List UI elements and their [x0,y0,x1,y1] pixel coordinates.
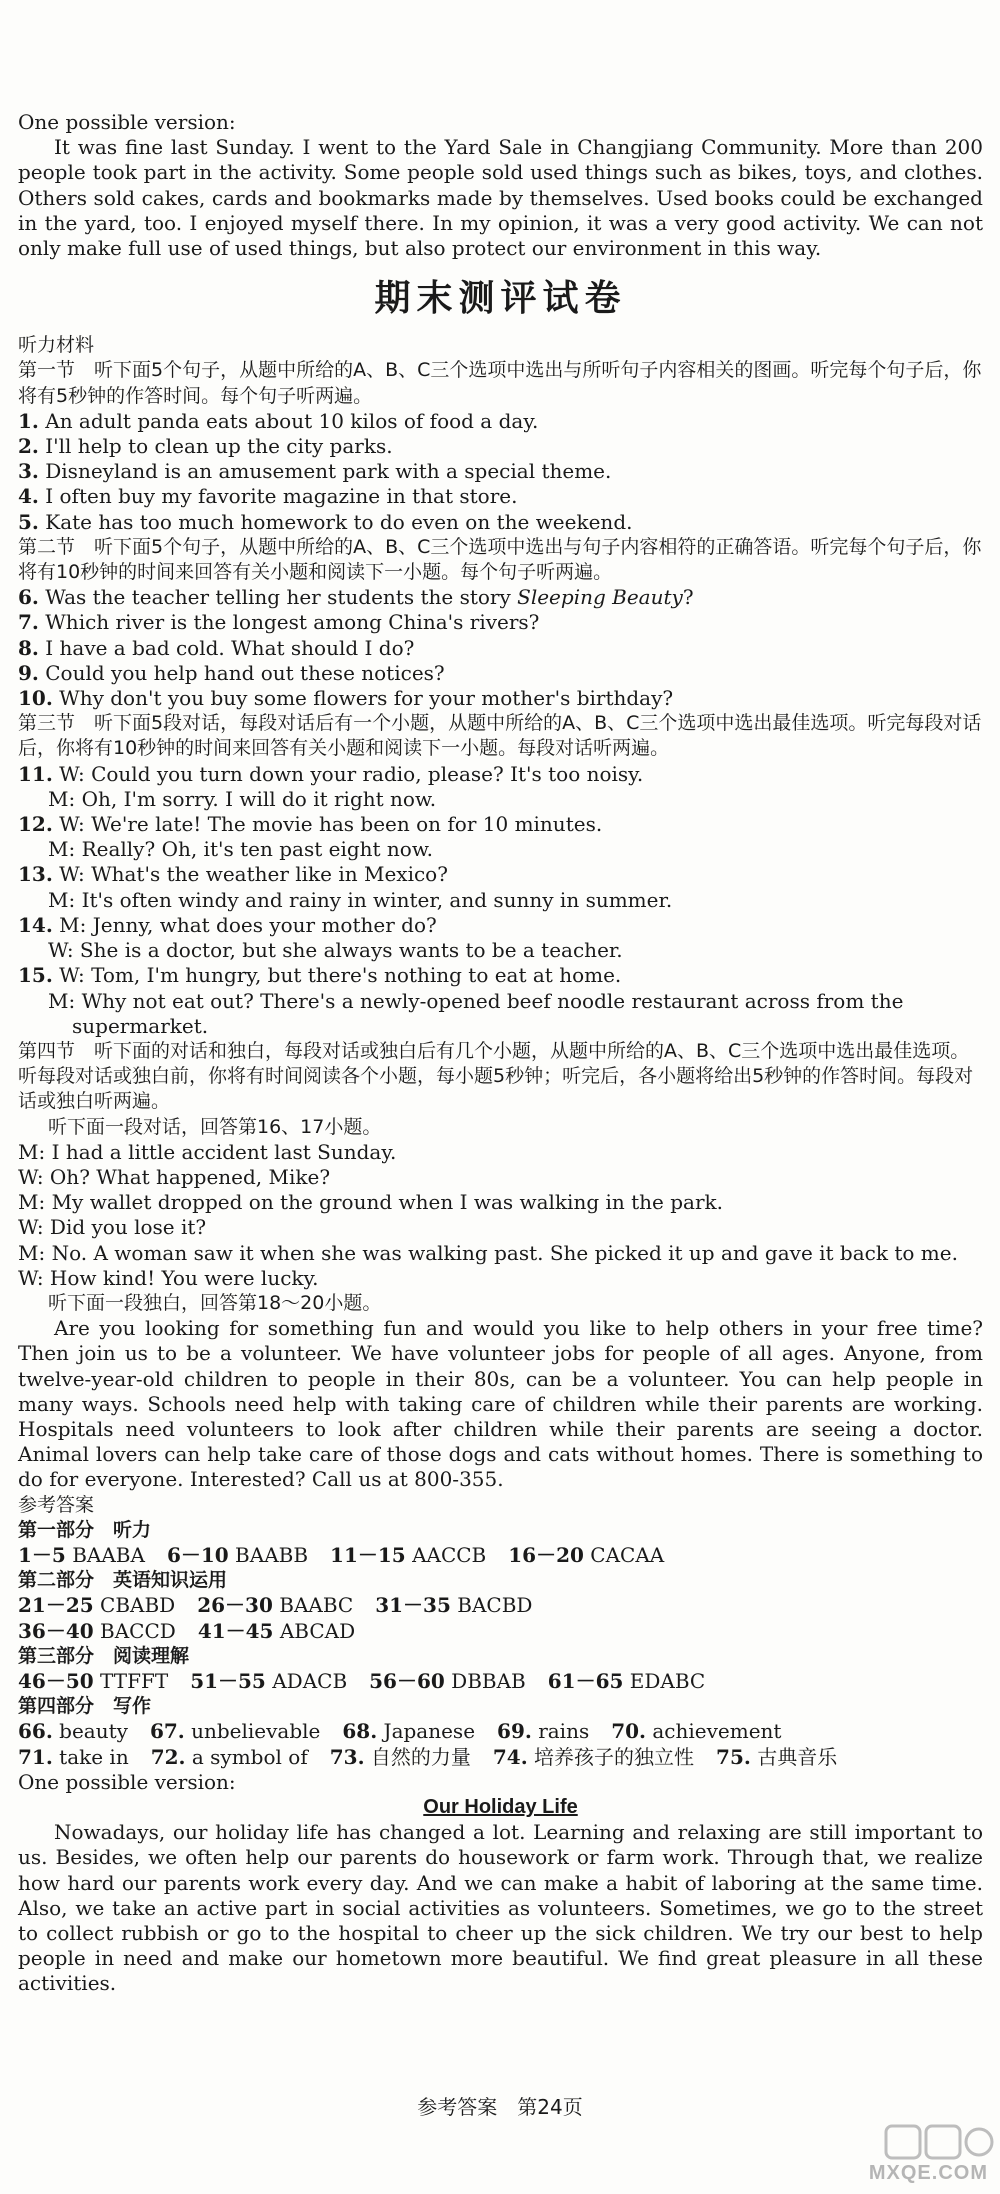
item-number: 5. [18,509,39,534]
answer-range: 74. [492,1744,528,1769]
answer-value: rains [538,1719,590,1744]
answer-range: 1－5 [18,1542,66,1567]
answers-part1-title: 第一部分 听力 [18,1518,152,1541]
listening-label: 听力材料 [18,334,95,357]
answer-value: a symbol of [191,1744,308,1769]
answer-value: ADACB [272,1668,348,1693]
top-essay-label: One possible version: [18,110,236,134]
item-text: Could you help hand out these notices? [45,660,445,685]
section2-items [18,610,983,711]
item-text: I often buy my favorite magazine in that store. [45,484,518,509]
answer-value: DBBAB [451,1668,526,1693]
answers-part2-row2 [18,1619,983,1644]
answer-range: 56－60 [369,1668,445,1693]
answer-range: 51－55 [190,1668,266,1693]
section2-item [18,636,983,661]
answer-value: BACBD [457,1593,533,1618]
monologue-intro: 听下面一段独白，回答第18～20小题。 [48,1291,382,1314]
section4-dialog-line: M: I had a little accident last Sunday. [18,1139,397,1164]
answers-part4-title: 第四部分 写作 [18,1695,152,1718]
section1-item [18,459,983,484]
answer-range: 67. [149,1719,185,1744]
answer-value: CBABD [100,1593,176,1618]
answer-value: 培养孩子的独立性 [534,1744,695,1769]
answers-part3-title: 第三部分 阅读理解 [18,1644,190,1667]
answer-value: BAABC [279,1593,354,1618]
item-text: An adult panda eats about 10 kilos of food a day. [45,408,539,433]
section1-item [18,434,983,459]
answer-range: 75. [716,1744,751,1769]
item-text: I'll help to clean up the city parks. [45,434,393,459]
answer-range: 31－35 [375,1593,451,1618]
section2-item [18,661,983,686]
item-number: 1. [18,408,39,433]
item-text: Kate has too much homework to do even on the weekend. [45,509,633,534]
section4-dialog-line: W: Did you lose it? [18,1215,207,1240]
bottom-essay-title: Our Holiday Life [423,1796,578,1818]
answers-part1-row [18,1543,983,1568]
answer-range: 36－40 [18,1618,94,1643]
answer-value: 古典音乐 [757,1744,838,1769]
answer-value: CACAA [590,1542,665,1567]
section3-dialog-line [18,963,983,988]
section3-dialog-reply: M: Why not eat out? There's a newly-opened beef noodle restaurant across from the supermarket. [48,988,904,1038]
monologue-text: Are you looking for something fun and would you like to help others in your free time? Then join us to be a volunteer. We have volunteer jobs for people of all ages. Anyone, from twelve-year-old children to people in their 80s, can be a volunteer. You can help people in many ways. Schools need help with taking care of children while their parents are working. Hospitals need volunteers to look after children while their parents are seeing a doctor. Animal lovers can help take care of those dogs and cats without homes. There is something to do for everyone. Interested? Call us at 800-355. [18,1316,983,1492]
section4-dialog-line: W: Oh? What happened, Mike? [18,1164,331,1189]
item-text: Disneyland is an amusement park with a special theme. [45,459,612,484]
dialog-text: W: Tom, I'm hungry, but there's nothing to eat at home. [59,963,622,988]
bottom-essay-label: One possible version: [18,1769,236,1794]
answer-range: 66. [18,1719,53,1744]
answer-range: 26－30 [197,1593,273,1618]
watermark-text: MXQE.COM [868,2161,988,2184]
answers-part4-row1 [18,1719,983,1744]
item-text: Why don't you buy some flowers for your mother's birthday? [59,686,674,711]
answers-part2-title: 第二部分 英语知识运用 [18,1569,228,1592]
section1-item [18,409,983,434]
item-number: 11. [18,761,53,786]
item-number: 13. [18,862,53,887]
section3-dialog-line [18,913,983,938]
answer-range: 70. [611,1719,647,1744]
answer-value: Japanese [383,1719,476,1744]
top-essay-text: It was fine last Sunday. I went to the Yard Sale in Changjiang Community. More than 200 people took part in the activity. Some people sold used things such as bikes, toys, and clothes. Others sold cakes, cards and bookmarks made by themselves. Used books could be exchanged in the yard, too. I enjoyed myself there. In my opinion, it was a very good activity. We can not only make full use of used things, but also protect our environment in this way. [18,135,983,261]
section3-dialog-reply: M: It's often windy and rainy in winter, and sunny in summer. [48,887,673,912]
answer-range: 61－65 [547,1668,624,1693]
item-number: 10. [18,686,53,711]
exam-title: 期末测评试卷 [374,278,627,320]
dialog-text: W: What's the weather like in Mexico? [59,862,448,887]
section3-dialogs [18,762,983,1039]
answer-value: AACCB [412,1542,487,1567]
answer-value: take in [59,1744,129,1769]
answer-range: 16－20 [508,1542,584,1567]
section3-dialog-line [18,862,983,887]
item-number: 12. [18,812,53,837]
answers-part3-row [18,1669,983,1694]
section2-item [18,686,983,711]
section4-instruction: 第四节 听下面的对话和独白，每段对话或独白后有几个小题，从题中所给的A、B、C三个选项中选出最佳选项。听每段对话或独白前，你将有时间阅读各个小题，每小题5秒钟；听完后，各小题将给出5秒钟的作答时间。每段对话或独白听两遍。 [18,1039,974,1113]
answers-label: 参考答案 [18,1493,95,1516]
item-number: 9. [18,660,39,685]
item-number: 4. [18,484,39,509]
answer-range: 11－15 [330,1542,406,1567]
section3-dialog-line [18,812,983,837]
answer-value: beauty [59,1719,128,1744]
answer-value: 自然的力量 [370,1744,471,1769]
answers-part4-row2 [18,1745,983,1770]
answer-range: 72. [150,1744,186,1769]
section4-dialog [18,1140,983,1291]
item-text: I have a bad cold. What should I do? [45,635,415,660]
answers-part2-row1 [18,1593,983,1618]
answer-range: 73. [329,1744,365,1769]
section3-instruction: 第三节 听下面5段对话，每段对话后有一个小题，从题中所给的A、B、C三个选项中选出最佳选项。听完每段对话后，你将有10秒钟的时间来回答有关小题和阅读下一小题。每段对话听两遍。 [18,712,982,760]
item-number: 15. [18,963,53,988]
answer-range: 21－25 [18,1593,94,1618]
section4-dialog-line: W: How kind! You were lucky. [18,1265,319,1290]
section1-instruction: 第一节 听下面5个句子，从题中所给的A、B、C三个选项中选出与所听句子内容相关的图画。听完每个句子后，你将有5秒钟的作答时间。每个句子听两遍。 [18,359,982,407]
answer-range: 46－50 [18,1668,94,1693]
item-number: 14. [18,912,53,937]
answer-range: 6－10 [166,1542,229,1567]
section3-dialog-reply: M: Really? Oh, it's ten past eight now. [48,837,433,862]
answer-value: BAABB [235,1542,309,1567]
answer-value: TTFFT [100,1668,169,1693]
item-number: 7. [18,610,39,635]
section2-item [18,610,983,635]
section1-item [18,510,983,535]
content [18,110,983,1997]
section1-item [18,484,983,509]
section2-item-6: 6. Was the teacher telling her students the story Sleeping Beauty? [18,585,694,610]
item-number: 8. [18,635,39,660]
dialog-intro: 听下面一段对话，回答第16、17小题。 [48,1115,382,1138]
dialog-text: W: Could you turn down your radio, please? It's too noisy. [59,761,644,786]
answer-value: ABCAD [279,1618,356,1643]
answer-value: BACCD [100,1618,176,1643]
answer-range: 69. [497,1719,532,1744]
answer-value: achievement [652,1719,782,1744]
section2-instruction: 第二节 听下面5个句子，从题中所给的A、B、C三个选项中选出与句子内容相符的正确答语。听完每个句子后，你将有10秒钟的时间来回答有关小题和阅读下一小题。每个句子听两遍。 [18,535,982,584]
section4-dialog-line: M: No. A woman saw it when she was walking past. She picked it up and gave it back to me. [18,1240,958,1265]
bottom-essay-text: Nowadays, our holiday life has changed a lot. Learning and relaxing are still important to us. Besides, we often help our parents do housework or farm work. Through that, we realize how hard our parents work every day. And we can make a habit of laboring at the same time. Also, we take an active part in social activities as volunteers. Sometimes, we go to the street to collect rubbish or go to the hospital to cheer up the sick children. We try our best to help people in need and make our hometown more beautiful. We find great pleasure in all these activities. [18,1820,983,1996]
page-footer: 参考答案 第24页 [417,2095,583,2119]
item-number: 2. [18,434,39,459]
section1-items [18,409,983,535]
item-number: 3. [18,459,39,484]
section4-dialog-line: M: My wallet dropped on the ground when I was walking in the park. [18,1190,723,1215]
item-text: Which river is the longest among China's rivers? [45,610,540,635]
section3-dialog-reply: W: She is a doctor, but she always wants to be a teacher. [48,938,623,963]
answer-range: 71. [18,1744,53,1769]
section3-dialog-reply: M: Oh, I'm sorry. I will do it right now. [48,786,437,811]
section3-dialog-line [18,762,983,787]
answer-range: 41－45 [197,1618,274,1643]
answer-value: unbelievable [191,1719,321,1744]
watermark [736,2118,996,2188]
dialog-text: M: Jenny, what does your mother do? [59,912,437,937]
answer-range: 68. [342,1719,378,1744]
answer-value: BAABA [72,1542,145,1567]
answer-value: EDABC [629,1668,706,1693]
dialog-text: W: We're late! The movie has been on for 10 minutes. [59,812,603,837]
